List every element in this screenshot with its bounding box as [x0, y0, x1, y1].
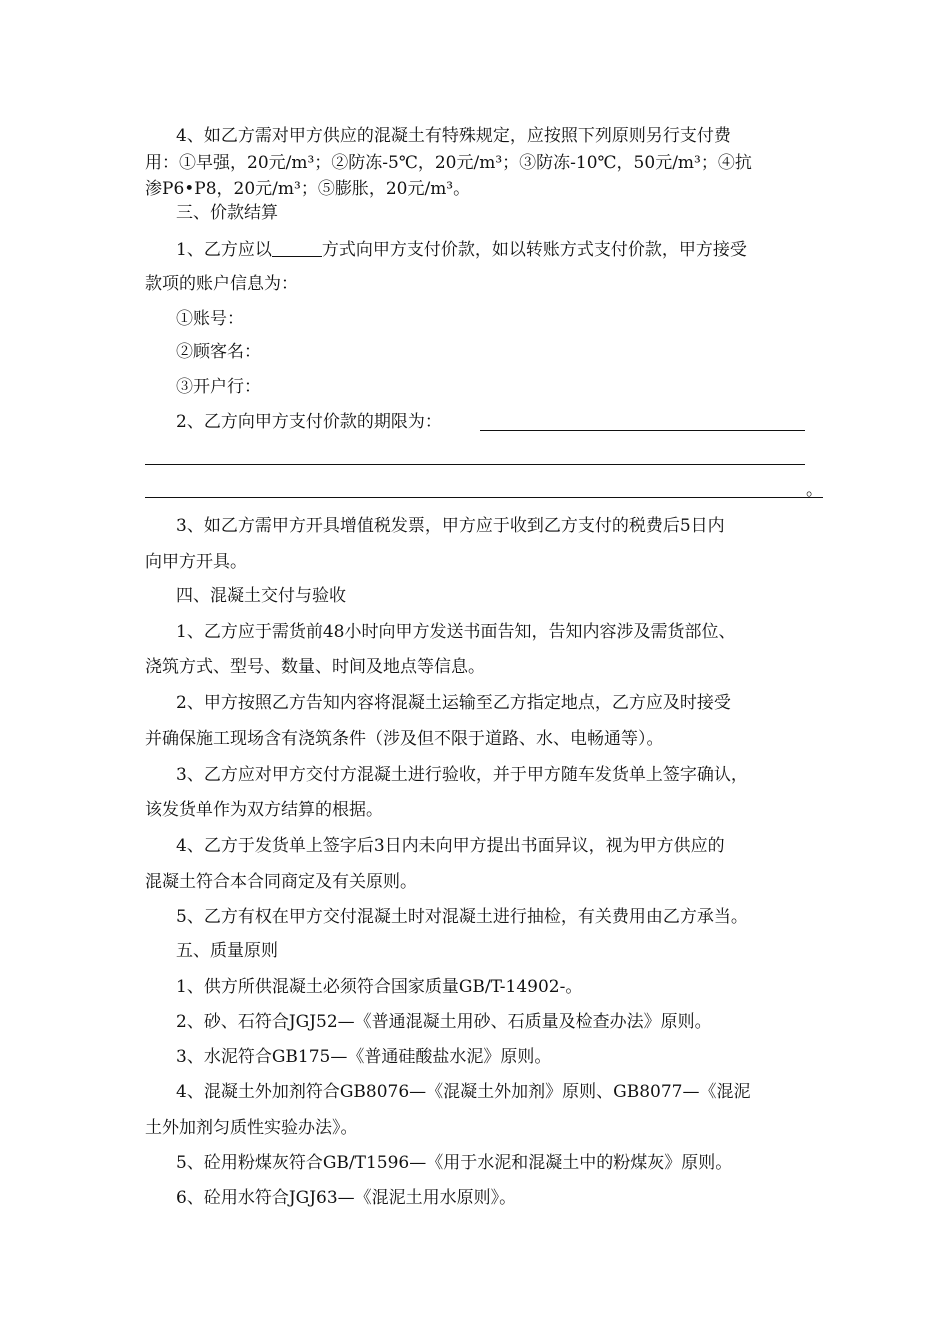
text-line: 并确保施工现场含有浇筑条件（涉及但不限于道路、水、电畅通等）。 [145, 729, 664, 749]
text-line [176, 240, 747, 259]
section-heading: 四、混凝土交付与验收 [176, 586, 346, 606]
text-line: 6、砼用水符合JGJ63—《混泥土用水原则》。 [176, 1188, 517, 1208]
text-line: 4、乙方于发货单上签字后3日内未向甲方提出书面异议，视为甲方供应的 [176, 836, 725, 856]
text-line: 用：①早强，20元/m³；②防冻-5℃，20元/m³；③防冻-10℃，50元/m³；④抗 [145, 153, 752, 173]
blank-underline [145, 497, 823, 498]
text-line: 1、乙方应于需货前48小时向甲方发送书面告知，告知内容涉及需货部位、 [176, 622, 736, 642]
period-mark: 。 [806, 480, 823, 500]
text-line: 混凝土符合本合同商定及有关原则。 [145, 872, 417, 892]
account-number-label: ①账号： [176, 309, 244, 329]
text-line: 3、水泥符合GB175—《普通硅酸盐水泥》原则。 [176, 1047, 552, 1067]
text-line: 向甲方开具。 [145, 552, 247, 572]
customer-name-label: ②顾客名： [176, 342, 261, 362]
text-line: 3、如乙方需甲方开具增值税发票，甲方应于收到乙方支付的税费后5日内 [176, 516, 725, 536]
text-line: 土外加剂匀质性实验办法》。 [145, 1118, 358, 1138]
text-line: 浇筑方式、型号、数量、时间及地点等信息。 [145, 657, 485, 677]
text-line: 2、乙方向甲方支付价款的期限为： [176, 412, 442, 432]
text-line: 4、如乙方需对甲方供应的混凝土有特殊规定，应按照下列原则另行支付费 [176, 126, 731, 146]
text-line: 渗P6•P8，20元/m³；⑤膨胀，20元/m³。 [145, 179, 471, 199]
text-line: 款项的账户信息为： [145, 274, 298, 294]
text-line: 5、砼用粉煤灰符合GB/T1596—《用于水泥和混凝土中的粉煤灰》原则。 [176, 1153, 733, 1173]
blank-underline [272, 240, 322, 257]
text-segment: 方式向甲方支付价款，如以转账方式支付价款，甲方接受 [321, 240, 747, 260]
text-line: 1、供方所供混凝土必须符合国家质量GB/T-14902-。 [176, 977, 583, 997]
section-heading: 三、价款结算 [176, 203, 278, 223]
text-segment: 1、乙方应以 [176, 240, 272, 260]
text-line: 该发货单作为双方结算的根据。 [145, 800, 383, 820]
bank-label: ③开户行： [176, 377, 261, 397]
blank-underline [145, 464, 805, 465]
text-line: 3、乙方应对甲方交付方混凝土进行验收，并于甲方随车发货单上签字确认， [176, 765, 748, 785]
text-line: 5、乙方有权在甲方交付混凝土时对混凝土进行抽检，有关费用由乙方承当。 [176, 907, 748, 927]
section-heading: 五、质量原则 [176, 941, 278, 961]
blank-underline [480, 430, 805, 431]
text-line: 2、甲方按照乙方告知内容将混凝土运输至乙方指定地点，乙方应及时接受 [176, 693, 731, 713]
text-line: 4、混凝土外加剂符合GB8076—《混凝土外加剂》原则、GB8077—《混泥 [176, 1082, 751, 1102]
text-line: 2、砂、石符合JGJ52—《普通混凝土用砂、石质量及检查办法》原则。 [176, 1012, 712, 1032]
